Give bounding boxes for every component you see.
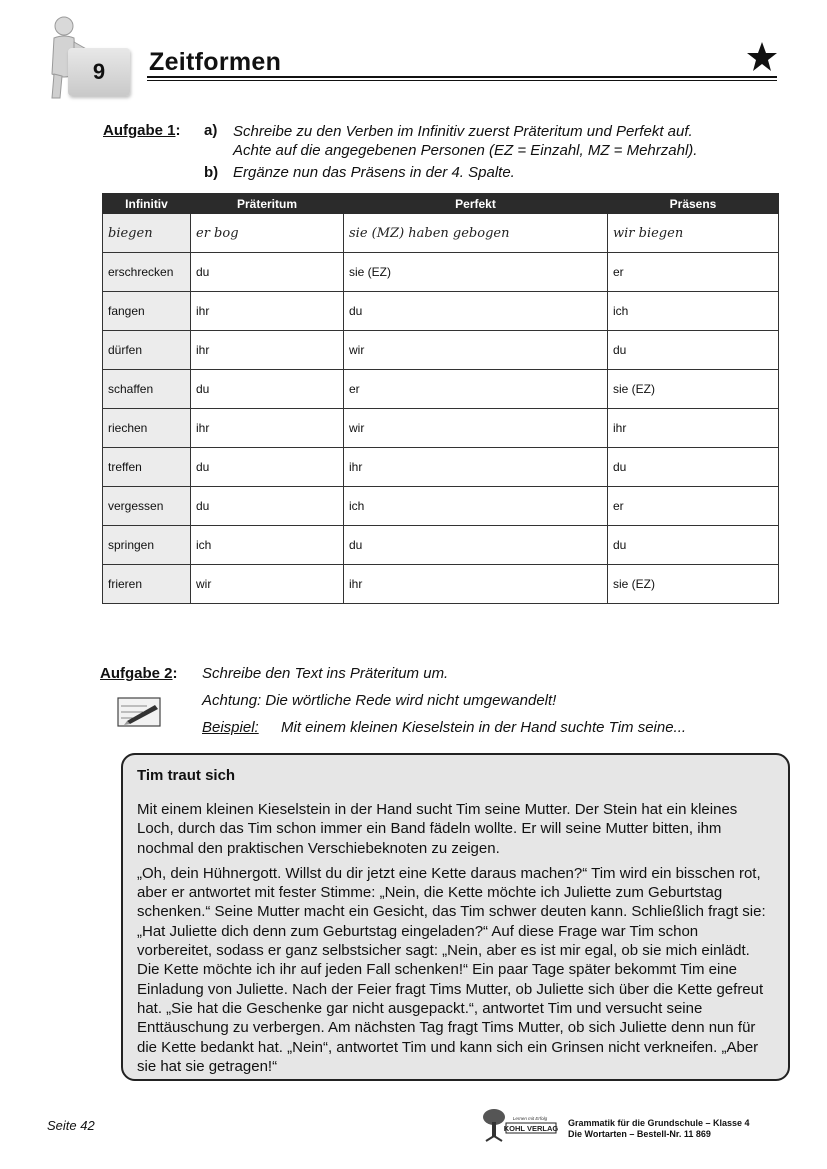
table-row xyxy=(103,292,779,331)
cell-praeteritum[interactable]: ich xyxy=(191,526,344,565)
verb-table xyxy=(102,193,779,604)
task1-a-line1: Schreibe zu den Verben im Infinitiv zuerst Präteritum und Perfekt auf. xyxy=(233,123,693,140)
table-row xyxy=(103,448,779,487)
cell-infinitiv: erschrecken xyxy=(103,253,191,292)
footer-line2: Die Wortarten – Bestell-Nr. 11 869 xyxy=(568,1129,711,1139)
cell-infinitiv: biegen xyxy=(103,214,191,253)
logo-name: KOHL VERLAG xyxy=(503,1124,559,1133)
table-row xyxy=(103,487,779,526)
cell-infinitiv: treffen xyxy=(103,448,191,487)
task1-a-tag: a) xyxy=(204,122,218,139)
cell-praeteritum[interactable]: du xyxy=(191,448,344,487)
example-label: Beispiel: xyxy=(202,719,259,736)
page-number: Seite 42 xyxy=(47,1118,95,1133)
story-paragraph: Mit einem kleinen Kieselstein in der Hand sucht Tim seine Mutter. Der Stein hat ein kleines Loch, durch das Tim schon immer ein Band fädeln wollte. Er will seine Mutter bitten, ihm nochmal den praktischen Verschiebeknoten zu zeigen. xyxy=(137,801,738,857)
task1-b-tag: b) xyxy=(204,164,219,181)
task1-b-instruction: Ergänze nun das Präsens in der 4. Spalte. xyxy=(233,164,515,181)
page-title: Zeitformen xyxy=(149,48,282,76)
table-row xyxy=(103,331,779,370)
story-paragraph: „Oh, dein Hühnergott. Willst du dir jetzt eine Kette daraus machen?“ Tim wird ein bisschen rot, aber er antwortet mit fester Stimme: „Nein, die Kette möchte ich Juliette zum Geburtstag schenken.“ Seine Mutter macht ein Gesicht, das Tim schwer deuten kann. Schließlich fragt sie: „Hat Juliette dich denn zum Geburtstag eingeladen?“ Auf diese Frage war Tim schon vorbereitet, sodass er ganz selbstsicher sagt: „Nein, aber es ist mir egal, ob sie mich einlädt. Die Kette möchte ich ihr auf jeden Fall schenken!“ Ein paar Tage später bekommt Tim eine Einladung von Juliette. Nach der Feier fragt Tims Mutter, ob Juliette sich über die Kette gefreut hat. „Sie hat die Geschenke gar nicht ausgepackt.“, antwortet Tim und versucht seine Enttäuschung zu verbergen. Am nächsten Tag fragt Tims Mutter, ob sich Juliette denn nun für die Kette bedankt hat. „Nein“, antwortet Tim und kann sich ein Grinsen nicht verkneifen. „Aber sie hat sie getragen!“ xyxy=(137,864,766,1075)
cell-praeteritum[interactable]: ihr xyxy=(191,292,344,331)
table-row xyxy=(103,253,779,292)
task2-note: Achtung: Die wörtliche Rede wird nicht umgewandelt! xyxy=(202,692,557,709)
cell-infinitiv: dürfen xyxy=(103,331,191,370)
cell-praeteritum[interactable]: ihr xyxy=(191,409,344,448)
footer-line1: Grammatik für die Grundschule – Klasse 4 xyxy=(568,1118,750,1128)
column-header-perfekt: Perfekt xyxy=(344,194,608,214)
chapter-number-badge: 9 xyxy=(68,48,130,96)
pencil-writing-icon xyxy=(117,697,161,727)
cell-perfekt[interactable]: wir xyxy=(344,331,608,370)
title-rule-thick xyxy=(147,76,777,78)
cell-praesens[interactable]: er xyxy=(608,487,779,526)
cell-praesens: wir biegen xyxy=(608,214,779,253)
example-text: Mit einem kleinen Kieselstein in der Hand suchte Tim seine... xyxy=(281,719,687,736)
cell-infinitiv: springen xyxy=(103,526,191,565)
story-title: Tim traut sich xyxy=(137,767,236,784)
task1-a-instruction xyxy=(233,122,793,160)
table-row-example xyxy=(103,214,779,253)
task1-a-line2: Achte auf die angegebenen Personen (EZ = Einzahl, MZ = Mehrzahl). xyxy=(233,142,698,159)
cell-perfekt[interactable]: du xyxy=(344,292,608,331)
table-row xyxy=(103,565,779,604)
cell-praeteritum[interactable]: ihr xyxy=(191,331,344,370)
title-rule-thin xyxy=(147,80,777,81)
star-icon xyxy=(745,40,779,74)
cell-perfekt[interactable]: du xyxy=(344,526,608,565)
column-header-praeteritum: Präteritum xyxy=(191,194,344,214)
story-box xyxy=(121,753,790,1081)
cell-perfekt[interactable]: er xyxy=(344,370,608,409)
table-header-row xyxy=(103,194,779,214)
cell-praesens[interactable]: sie (EZ) xyxy=(608,565,779,604)
table-row xyxy=(103,370,779,409)
cell-praesens[interactable]: du xyxy=(608,331,779,370)
cell-praesens[interactable]: ich xyxy=(608,292,779,331)
cell-perfekt[interactable]: ihr xyxy=(344,448,608,487)
task2-instruction: Schreibe den Text ins Präteritum um. xyxy=(202,665,449,682)
column-header-praesens: Präsens xyxy=(608,194,779,214)
cell-praeteritum[interactable]: du xyxy=(191,487,344,526)
cell-praesens[interactable]: ihr xyxy=(608,409,779,448)
table-row xyxy=(103,526,779,565)
cell-infinitiv: schaffen xyxy=(103,370,191,409)
cell-praesens[interactable]: sie (EZ) xyxy=(608,370,779,409)
table-row xyxy=(103,409,779,448)
cell-praeteritum: er bog xyxy=(191,214,344,253)
cell-praesens[interactable]: du xyxy=(608,448,779,487)
cell-perfekt[interactable]: ihr xyxy=(344,565,608,604)
footer-publication-info xyxy=(568,1118,750,1140)
cell-infinitiv: fangen xyxy=(103,292,191,331)
cell-perfekt: sie (MZ) haben gebogen xyxy=(344,214,608,253)
cell-perfekt[interactable]: wir xyxy=(344,409,608,448)
cell-praeteritum[interactable]: wir xyxy=(191,565,344,604)
cell-praesens[interactable]: du xyxy=(608,526,779,565)
cell-perfekt[interactable]: sie (EZ) xyxy=(344,253,608,292)
cell-infinitiv: frieren xyxy=(103,565,191,604)
cell-infinitiv: vergessen xyxy=(103,487,191,526)
publisher-logo xyxy=(480,1108,560,1142)
cell-praeteritum[interactable]: du xyxy=(191,253,344,292)
logo-tagline: Lernen mit Erfolg xyxy=(512,1116,548,1121)
cell-infinitiv: riechen xyxy=(103,409,191,448)
cell-perfekt[interactable]: ich xyxy=(344,487,608,526)
task1-label: Aufgabe 1: xyxy=(103,122,181,139)
column-header-infinitiv: Infinitiv xyxy=(103,194,191,214)
cell-praesens[interactable]: er xyxy=(608,253,779,292)
task2-label: Aufgabe 2: xyxy=(100,665,178,682)
cell-praeteritum[interactable]: du xyxy=(191,370,344,409)
